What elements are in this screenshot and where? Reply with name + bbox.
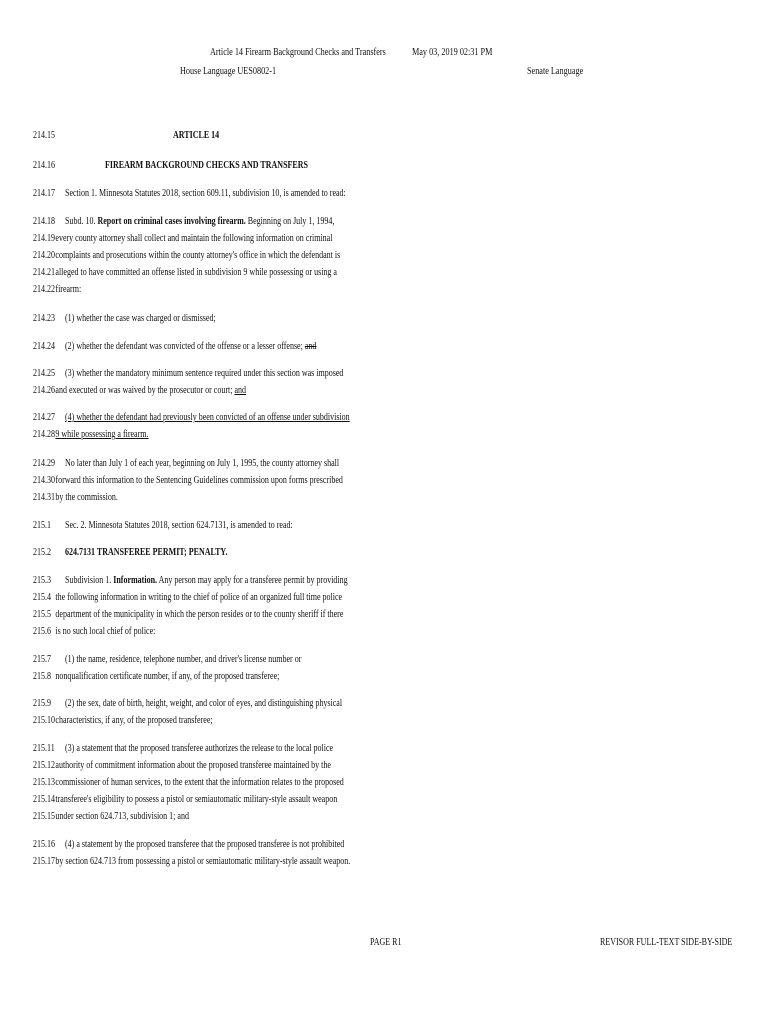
line-text: (4) a statement by the proposed transferee that the proposed transferee is not prohibited (65, 839, 345, 850)
article-heading: ARTICLE 14 (173, 130, 220, 141)
text-line (33, 777, 344, 789)
doc-title: Article 14 Firearm Background Checks and Transfers (210, 47, 386, 58)
line-number: 214.15 (33, 130, 55, 141)
line-text: Subd. 10. (65, 216, 98, 227)
line-text: transferee's eligibility to possess a pistol or semiautomatic military-style assault weapon (55, 794, 338, 805)
text-line (33, 458, 339, 470)
line-number: 215.7 (33, 654, 51, 665)
line-number: 214.22 (33, 284, 55, 295)
line-number: 215.9 (33, 698, 51, 709)
line-text: complaints and prosecutions within the county attorney's office in which the defendant is (55, 250, 341, 261)
line-text: commissioner of human services, to the extent that the information relates to the proposed (55, 777, 344, 788)
line-text: is no such local chief of police: (55, 626, 156, 637)
senate-language-label: Senate Language (527, 66, 584, 77)
line-number: 215.12 (33, 760, 55, 771)
line-number: 214.16 (33, 160, 55, 171)
text-line (33, 856, 350, 868)
subdivision-heading: Information. (113, 575, 158, 586)
line-number: 215.6 (33, 626, 51, 637)
line-number: 214.28 (33, 429, 55, 440)
page-number: PAGE R1 (370, 937, 402, 948)
line-text: by section 624.713 from possessing a pistol or semiautomatic military-style assault weapon. (55, 856, 351, 867)
text-line (33, 575, 348, 587)
text-line (33, 216, 334, 228)
line-number: 214.26 (33, 385, 55, 396)
text-line (33, 412, 350, 424)
text-line (33, 385, 246, 397)
line-text: authority of commitment information about the proposed transferee maintained by the (55, 760, 331, 771)
text-line (33, 233, 332, 245)
line-text: alleged to have committed an offense listed in subdivision 9 while possessing or using a (55, 267, 337, 278)
text-line (33, 811, 189, 823)
line-number: 214.24 (33, 341, 55, 352)
line-text: (3) a statement that the proposed transferee authorizes the release to the local police (65, 743, 334, 754)
text-line (33, 626, 155, 638)
line-number: 214.20 (33, 250, 55, 261)
doc-datetime: May 03, 2019 02:31 PM (412, 47, 493, 58)
text-line (33, 839, 344, 851)
line-text: Section 1. Minnesota Statutes 2018, section 609.11, subdivision 10, is amended to read: (65, 188, 346, 199)
line-number: 214.21 (33, 267, 55, 278)
line-text: and executed or was waived by the prosecutor or court; (55, 385, 235, 396)
text-line (33, 429, 149, 441)
line-number: 214.25 (33, 368, 55, 379)
footer-label: REVISOR FULL-TEXT SIDE-BY-SIDE (600, 937, 733, 948)
line-text: forward this information to the Sentencing Guidelines commission upon forms prescribed (55, 475, 343, 486)
text-line (33, 794, 337, 806)
line-text: characteristics, if any, of the proposed transferee; (55, 715, 213, 726)
line-text: the following information in writing to the chief of police of an organized full time police (55, 592, 343, 603)
line-text: by the commission. (55, 492, 118, 503)
text-line (33, 715, 213, 727)
line-number: 215.10 (33, 715, 55, 726)
line-number: 214.30 (33, 475, 55, 486)
line-text: Sec. 2. Minnesota Statutes 2018, section 624.7131, is amended to read: (65, 520, 293, 531)
line-number: 215.17 (33, 856, 55, 867)
article-subheading: FIREARM BACKGROUND CHECKS AND TRANSFERS (105, 160, 308, 171)
line-text: Subdivision 1. (65, 575, 114, 586)
text-line (33, 267, 337, 279)
section-heading: 624.7131 TRANSFEREE PERMIT; PENALTY. (65, 547, 228, 558)
text-line (33, 547, 227, 559)
line-number: 215.4 (33, 592, 51, 603)
line-text: (2) whether the defendant was convicted of the offense or a lesser offense; (65, 341, 305, 352)
line-number: 214.31 (33, 492, 55, 503)
inserted-text: and (234, 385, 247, 396)
house-language-label: House Language UES0802-1 (180, 66, 277, 77)
line-text: under section 624.713, subdivision 1; and (55, 811, 189, 822)
text-line (33, 520, 293, 532)
line-number: 214.17 (33, 188, 55, 199)
subdivision-heading: Report on criminal cases involving firearm. (97, 216, 246, 227)
line-number: 215.15 (33, 811, 55, 822)
line-text: (2) the sex, date of birth, height, weight, and color of eyes, and distinguishing physical (65, 698, 343, 709)
line-number: 215.3 (33, 575, 51, 586)
text-line (33, 492, 118, 504)
text-line (33, 760, 331, 772)
inserted-text: (4) whether the defendant had previously been convicted of an offense under subdivision (65, 412, 350, 423)
stricken-text: and (304, 341, 317, 352)
line-text: (3) whether the mandatory minimum sentence required under this section was imposed (65, 368, 344, 379)
line-text: Beginning on July 1, 1994, (245, 216, 335, 227)
line-number: 214.23 (33, 313, 55, 324)
line-text: (1) whether the case was charged or dismissed; (65, 313, 216, 324)
text-line (33, 313, 216, 325)
line-number: 215.16 (33, 839, 55, 850)
line-text: department of the municipality in which the person resides or to the county sheriff if there (55, 609, 344, 620)
line-text: nonqualification certificate number, if any, of the proposed transferee; (55, 671, 280, 682)
line-number: 215.8 (33, 671, 51, 682)
line-text: No later than July 1 of each year, beginning on July 1, 1995, the county attorney shall (65, 458, 340, 469)
text-line (33, 698, 342, 710)
line-number: 215.11 (33, 743, 55, 754)
line-number: 215.1 (33, 520, 51, 531)
line-text: every county attorney shall collect and maintain the following information on criminal (55, 233, 333, 244)
text-line (33, 609, 343, 621)
text-line (33, 341, 316, 353)
line-number: 214.29 (33, 458, 55, 469)
line-text: (1) the name, residence, telephone number, and driver's license number or (65, 654, 302, 665)
text-line (33, 188, 346, 200)
text-line (33, 743, 333, 755)
line-text: Any person may apply for a transferee permit by providing (157, 575, 348, 586)
line-number: 214.19 (33, 233, 55, 244)
line-number: 215.5 (33, 609, 51, 620)
text-line (33, 368, 343, 380)
line-text: firearm: (55, 284, 82, 295)
text-line (33, 671, 279, 683)
line-number: 215.14 (33, 794, 55, 805)
text-line (33, 250, 340, 262)
line-number: 215.2 (33, 547, 51, 558)
line-number: 214.27 (33, 412, 55, 423)
text-line (33, 654, 301, 666)
text-line (33, 592, 342, 604)
line-number: 214.18 (33, 216, 55, 227)
text-line (33, 475, 343, 487)
line-number: 215.13 (33, 777, 55, 788)
inserted-text: 9 while possessing a firearm. (55, 429, 149, 440)
text-line (33, 284, 81, 296)
